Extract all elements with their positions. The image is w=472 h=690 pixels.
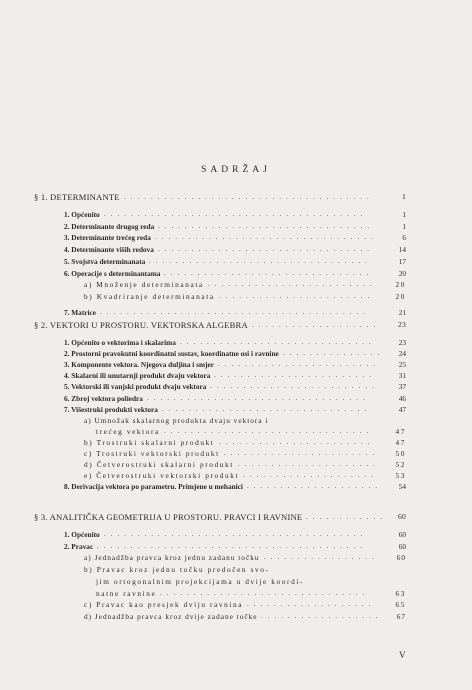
entry-label: 2. Determinante drugog reda <box>64 221 155 231</box>
entry-label: 5. Svojstva determinanata <box>64 256 146 266</box>
toc-subentry[interactable] <box>84 291 406 302</box>
toc-entry[interactable] <box>64 393 406 404</box>
entry-label: 3. Komponente vektora. Njegova duljina i smjer <box>64 360 214 370</box>
entry-page-number: 6 <box>402 233 406 243</box>
entry-label: a) Umnožak skalarnog produkta dvaju vektora i <box>84 415 269 425</box>
entry-page-number: 65 <box>395 600 406 610</box>
entry-label: 3. Determinante trećeg reda <box>64 233 151 243</box>
toc-entry[interactable] <box>64 337 406 348</box>
section-page-number: 23 <box>398 320 406 329</box>
entry-label: 7. Matrice <box>64 307 97 317</box>
dot-leader: ........................................ <box>97 541 367 550</box>
toc-entry[interactable] <box>64 370 406 381</box>
entry-page-number: 60 <box>398 530 406 539</box>
page-title: SADRŽAJ <box>201 165 271 175</box>
entry-page-number: 31 <box>398 371 406 381</box>
entry-label: 6. Operacije s determinantama <box>64 268 161 278</box>
dot-leader: ........................................ <box>100 307 370 316</box>
entry-label: 5. Vektorski ili vanjski produkt dvaju vektora <box>64 382 207 392</box>
toc-subentry[interactable] <box>84 279 406 290</box>
toc-subentry[interactable] <box>84 564 406 575</box>
entry-label: 1. Općenito o vektorima i skalarima <box>64 338 176 347</box>
toc-entry[interactable] <box>64 244 406 255</box>
entry-label: 6. Zbroj vektora poliedra <box>64 393 143 403</box>
toc-entry[interactable] <box>64 232 406 243</box>
dot-leader: ............................... <box>160 588 370 597</box>
toc-entry[interactable] <box>64 209 406 220</box>
entry-page-number: 60 <box>398 541 406 551</box>
entry-page-number: 17 <box>398 256 406 266</box>
dot-leader: ................................. <box>147 393 370 402</box>
dot-leader: ....................... <box>224 449 380 457</box>
entry-page-number: 1 <box>402 210 406 219</box>
toc-subentry[interactable] <box>84 437 406 448</box>
dot-leader: ........................ <box>214 371 376 380</box>
toc-entry[interactable] <box>64 381 406 392</box>
entry-label: 7. Višestruki produkti vektora <box>64 404 158 414</box>
section-heading[interactable] <box>34 319 406 331</box>
dot-leader: ................................ <box>158 245 374 254</box>
toc-subentry[interactable] <box>84 448 406 459</box>
entry-page-number: 1 <box>402 221 406 231</box>
entry-label: jim ortogonalnim projekcijama u dvije koordi- <box>96 576 304 586</box>
entry-label: b) Trostruki skalarni produkt <box>84 437 215 447</box>
entry-page-number: 53 <box>395 471 406 481</box>
section-title: § 3. ANALITIČKA GEOMETRIJA U PROSTORU. PRAVCI I RAVNINE <box>34 512 303 522</box>
section-heading[interactable] <box>34 191 406 203</box>
dot-leader: ................................. <box>149 256 372 265</box>
dot-leader: ............... <box>283 349 385 358</box>
toc-entry[interactable] <box>64 529 406 540</box>
dot-leader: ................... <box>252 321 381 329</box>
entry-label: 8. Derivacija vektora po parametru. Primjene u mehanici <box>64 482 243 492</box>
toc-subentry[interactable] <box>84 459 406 470</box>
section-page-number: 1 <box>402 192 406 201</box>
entry-page-number: 20 <box>398 268 406 278</box>
entry-page-number: 54 <box>398 482 406 492</box>
entry-label: d) Četverostruki skalarni produkt <box>84 460 234 470</box>
toc-subentry[interactable] <box>96 588 406 599</box>
dot-leader: ............ <box>306 513 387 521</box>
dot-leader: ............................... <box>162 404 372 413</box>
toc-subentry[interactable] <box>84 611 406 622</box>
toc-entry[interactable] <box>64 221 406 232</box>
toc-subentry[interactable] <box>96 576 406 587</box>
entry-page-number: 20 <box>395 280 406 290</box>
entry-label: trećeg vektora <box>96 426 160 436</box>
dot-leader: ..................... <box>238 460 380 469</box>
toc-entry[interactable] <box>64 307 406 318</box>
entry-page-number: 46 <box>398 393 406 403</box>
entry-label: e) Četverostruki vektorski produkt <box>84 471 240 481</box>
dot-leader: ....................... <box>219 291 375 300</box>
section-title: § 1. DETERMINANTE <box>34 192 120 202</box>
toc-subentry[interactable] <box>96 426 406 437</box>
entry-page-number: 67 <box>396 611 406 621</box>
entry-page-number: 63 <box>395 588 406 598</box>
dot-leader: ....................................... <box>104 530 368 538</box>
entry-page-number: 60 <box>396 553 406 563</box>
toc-entry[interactable] <box>64 256 406 267</box>
dot-leader: ............................. <box>180 338 376 346</box>
toc-entry[interactable] <box>64 481 406 492</box>
entry-page-number: 52 <box>395 460 406 470</box>
entry-label: b) Pravac kroz jednu točku predočen svo- <box>84 565 270 575</box>
page-number: V <box>399 650 406 660</box>
entry-label: d) Jednadžba pravca kroz dvije zadane točke <box>84 611 258 621</box>
entry-page-number: 47 <box>395 437 406 447</box>
dot-leader: ................................. <box>155 233 378 242</box>
toc-entry[interactable] <box>64 404 406 415</box>
entry-label: b) Kvadriranje determinanata <box>84 291 215 301</box>
entry-label: 1. Općenito <box>64 210 100 219</box>
toc-entry[interactable] <box>64 541 406 552</box>
entry-page-number: 25 <box>398 360 406 370</box>
entry-label: a) Jednadžba pravca kroz jednu zadanu točku <box>84 553 260 563</box>
toc-subentry[interactable] <box>84 415 406 426</box>
entry-page-number: 23 <box>398 338 406 347</box>
dot-leader: ........................ <box>218 360 380 369</box>
entry-label: 2. Prostorni pravokutni koordinatni sustav, koordinatne osi i ravnine <box>64 349 279 359</box>
entry-label: c) Pravac kao presjek dviju ravnina <box>84 600 244 610</box>
toc-subentry[interactable] <box>84 470 406 481</box>
dot-leader: ......................... <box>208 280 377 289</box>
entry-page-number: 24 <box>398 349 406 359</box>
toc-entry[interactable] <box>64 359 406 370</box>
dot-leader: ............................... <box>164 268 374 277</box>
dot-leader: ................... <box>247 600 376 609</box>
dot-leader: ................. <box>264 553 379 562</box>
dot-leader: ....................................... <box>104 210 368 218</box>
dot-leader: ................................ <box>158 221 374 230</box>
section-heading[interactable] <box>34 511 406 523</box>
entry-page-number: 47 <box>395 426 406 436</box>
entry-page-number: 50 <box>395 449 406 458</box>
entry-label: a) Množenje determinanata <box>84 280 204 290</box>
entry-page-number: 14 <box>398 245 406 255</box>
dot-leader: ..................................... <box>124 193 374 201</box>
toc-subentry[interactable] <box>84 599 406 610</box>
dot-leader: .................... <box>247 482 382 491</box>
entry-page-number: 47 <box>398 404 406 414</box>
entry-label: c) Trostruki vektorski produkt <box>84 449 220 458</box>
entry-label: 4. Skalarni ili unutarnji produkt dvaju vektora <box>64 371 211 381</box>
entry-page-number: 21 <box>398 307 406 317</box>
toc-entry[interactable] <box>64 348 406 359</box>
entry-page-number: 20 <box>395 291 406 301</box>
section-title: § 2. VEKTORI U PROSTORU. VEKTORSKA ALGEBRA <box>34 320 248 330</box>
dot-leader: .................... <box>243 471 378 480</box>
entry-label: 2. Pravac <box>64 541 94 551</box>
toc-entry[interactable] <box>64 268 406 279</box>
dot-leader: .................. <box>261 611 383 620</box>
entry-label: 4. Determinante viših redova <box>64 245 154 255</box>
entry-label: natne ravnine <box>96 588 157 598</box>
toc-subentry[interactable] <box>84 552 406 563</box>
entry-label: 1. Općenito <box>64 530 100 539</box>
entry-page-number: 37 <box>398 382 406 392</box>
dot-leader: ....................... <box>219 437 375 446</box>
dot-leader: ............................... <box>164 426 374 435</box>
section-page-number: 60 <box>398 512 406 521</box>
dot-leader: ......................... <box>210 382 379 391</box>
